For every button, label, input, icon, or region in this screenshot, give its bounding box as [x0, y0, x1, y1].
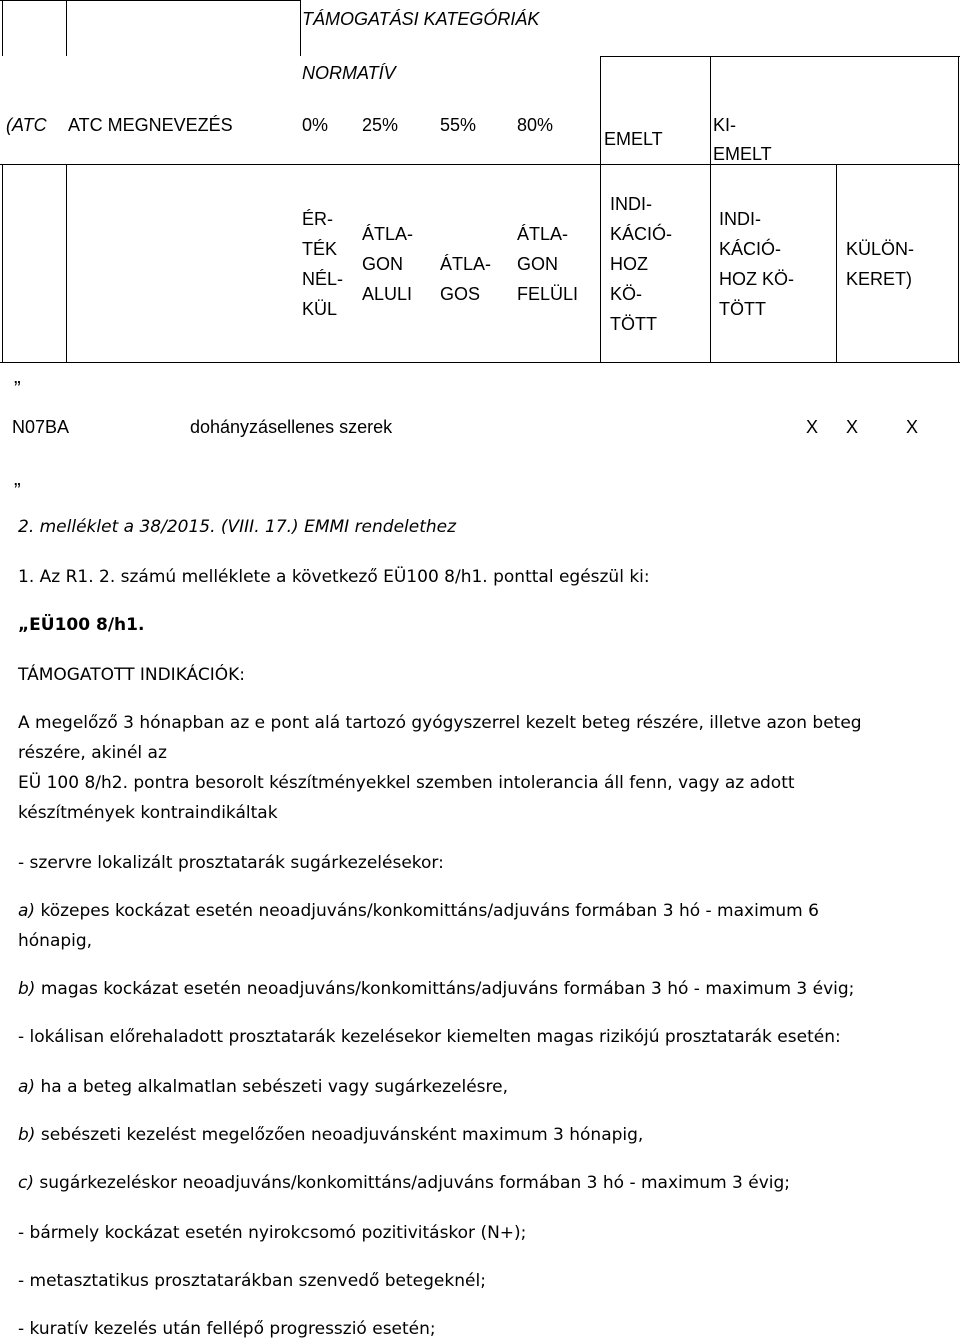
subheader-line: HOZ KÖ- [719, 269, 794, 289]
subheader-line: KÖ- [610, 284, 643, 304]
subheader-line: KÜLÖN- [846, 239, 915, 259]
subheader-line: KÁCIÓ- [610, 224, 673, 244]
supported-heading: TÁMOGATOTT INDIKÁCIÓK: [18, 665, 246, 685]
table-line-mid [0, 164, 960, 165]
item-label: a) [18, 901, 36, 921]
table-line-emelt-right-bottom [710, 164, 711, 362]
item-label: b) [18, 1125, 36, 1145]
item-text: közepes kockázat esetén neoadjuváns/konkomittáns/adjuváns formában 3 hó - maximum 6 [40, 901, 819, 921]
table-line-col1-top [66, 0, 67, 56]
list-item [18, 978, 854, 1000]
table-line-emelt-right [710, 56, 711, 164]
item-text: sugárkezeléskor neoadjuváns/konkomittáns/adjuváns formában 3 hó - maximum 3 évig; [39, 1173, 791, 1193]
header-col-ki-1: KI- [713, 115, 737, 135]
item-label: b) [18, 979, 36, 999]
row-x-2: X [846, 417, 859, 437]
row-x-1: X [806, 417, 819, 437]
subheader-line: NÉL- [302, 269, 344, 289]
table-line-emelt-top [600, 56, 960, 57]
subheader-line: TÖTT [719, 299, 766, 319]
section-id: „EÜ100 8/h1. [18, 615, 145, 635]
subheader-line: GON [362, 254, 404, 274]
subheader-line: INDI- [610, 194, 652, 214]
header-col-25: 25% [362, 115, 399, 135]
table-line-top [0, 0, 300, 1]
subheader-line: ÁTLA- [440, 254, 492, 274]
paragraph-line: A megelőző 3 hónapban az e pont alá tartozó gyógyszerrel kezelt beteg részére, illetve azon beteg [18, 713, 862, 733]
subheader-line: KÁCIÓ- [719, 239, 782, 259]
subheader-line: GOS [440, 284, 481, 304]
item-text: ha a beteg alkalmatlan sebészeti vagy sugárkezelésre, [40, 1077, 509, 1097]
table-line-right-bottom [958, 164, 959, 362]
list-item: - kuratív kezelés után fellépő progresszió esetén; [18, 1319, 436, 1339]
intro-text: 1. Az R1. 2. számú melléklete a következő EÜ100 8/h1. ponttal egészül ki: [18, 567, 650, 587]
header-col-55: 55% [440, 115, 477, 135]
row-code: N07BA [12, 417, 70, 437]
item-label: a) [18, 1077, 36, 1097]
table-line-left-bottom [2, 164, 3, 362]
table-line-bottom [0, 362, 960, 363]
subheader-line: HOZ [610, 254, 648, 274]
header-col-ki-2: EMELT [713, 144, 772, 164]
list-item: - bármely kockázat esetén nyirokcsomó pozitivitáskor (N+); [18, 1223, 527, 1243]
header-top-title: TÁMOGATÁSI KATEGÓRIÁK [302, 9, 540, 29]
subheader-line: INDI- [719, 209, 761, 229]
subheader-line: ÁTLA- [517, 224, 569, 244]
item-label: c) [18, 1173, 34, 1193]
table-line-left-top [2, 0, 3, 56]
header-col-name: ATC MEGNEVEZÉS [68, 115, 233, 135]
header-normativ: NORMATÍV [302, 63, 396, 83]
subheader-line: ÉR- [302, 209, 333, 229]
list-item: - metasztatikus prosztatarákban szenvedő betegeknél; [18, 1271, 486, 1291]
quote-close: „ [14, 468, 21, 490]
subheader-line: ÁTLA- [362, 224, 414, 244]
header-col-0: 0% [302, 115, 329, 135]
annex-title: 2. melléklet a 38/2015. (VIII. 17.) EMMI rendelethez [18, 517, 457, 537]
list-item: - szervre lokalizált prosztatarák sugárkezelésekor: [18, 853, 444, 873]
table-line-emelt-left-bottom [600, 164, 601, 362]
table-line-col2-top [300, 0, 301, 56]
subheader-line: ALULI [362, 284, 413, 304]
item-text: sebészeti kezelést megelőzően neoadjuvánsként maximum 3 hónapig, [40, 1125, 644, 1145]
list-item [18, 1172, 790, 1194]
table-line-col1-bottom [66, 164, 67, 362]
subheader-line: FELÜLI [517, 284, 579, 304]
item-text: magas kockázat esetén neoadjuváns/konkomittáns/adjuváns formában 3 hó - maximum 3 évig; [40, 979, 855, 999]
row-name: dohányzásellenes szerek [190, 417, 393, 437]
paragraph-line: készítmények kontraindikáltak [18, 803, 278, 823]
header-col-80: 80% [517, 115, 554, 135]
subheader-line: GON [517, 254, 559, 274]
list-item [18, 1076, 508, 1098]
list-item: - lokálisan előrehaladott prosztatarák kezelésekor kiemelten magas rizikójú prosztatarák esetén: [18, 1027, 841, 1047]
subheader-line: TÖTT [610, 314, 657, 334]
header-col-atc: (ATC [6, 115, 47, 135]
list-item [18, 1124, 643, 1146]
subheader-line: KÜL [302, 299, 338, 319]
table-line-right-top [958, 56, 959, 164]
subheader-line: TÉK [302, 239, 338, 259]
table-line-ki-right-bottom [836, 164, 837, 362]
subheader-line: KERET) [846, 269, 913, 289]
list-item [18, 900, 819, 922]
table-line-emelt-left [600, 56, 601, 164]
paragraph-line: hónapig, [18, 931, 93, 951]
row-x-3: X [906, 417, 919, 437]
quote-open: „ [14, 366, 21, 388]
header-col-emelt: EMELT [604, 129, 663, 149]
paragraph-line: részére, akinél az [18, 743, 167, 763]
paragraph-line: EÜ 100 8/h2. pontra besorolt készítményekkel szemben intolerancia áll fenn, vagy az adott [18, 773, 795, 793]
